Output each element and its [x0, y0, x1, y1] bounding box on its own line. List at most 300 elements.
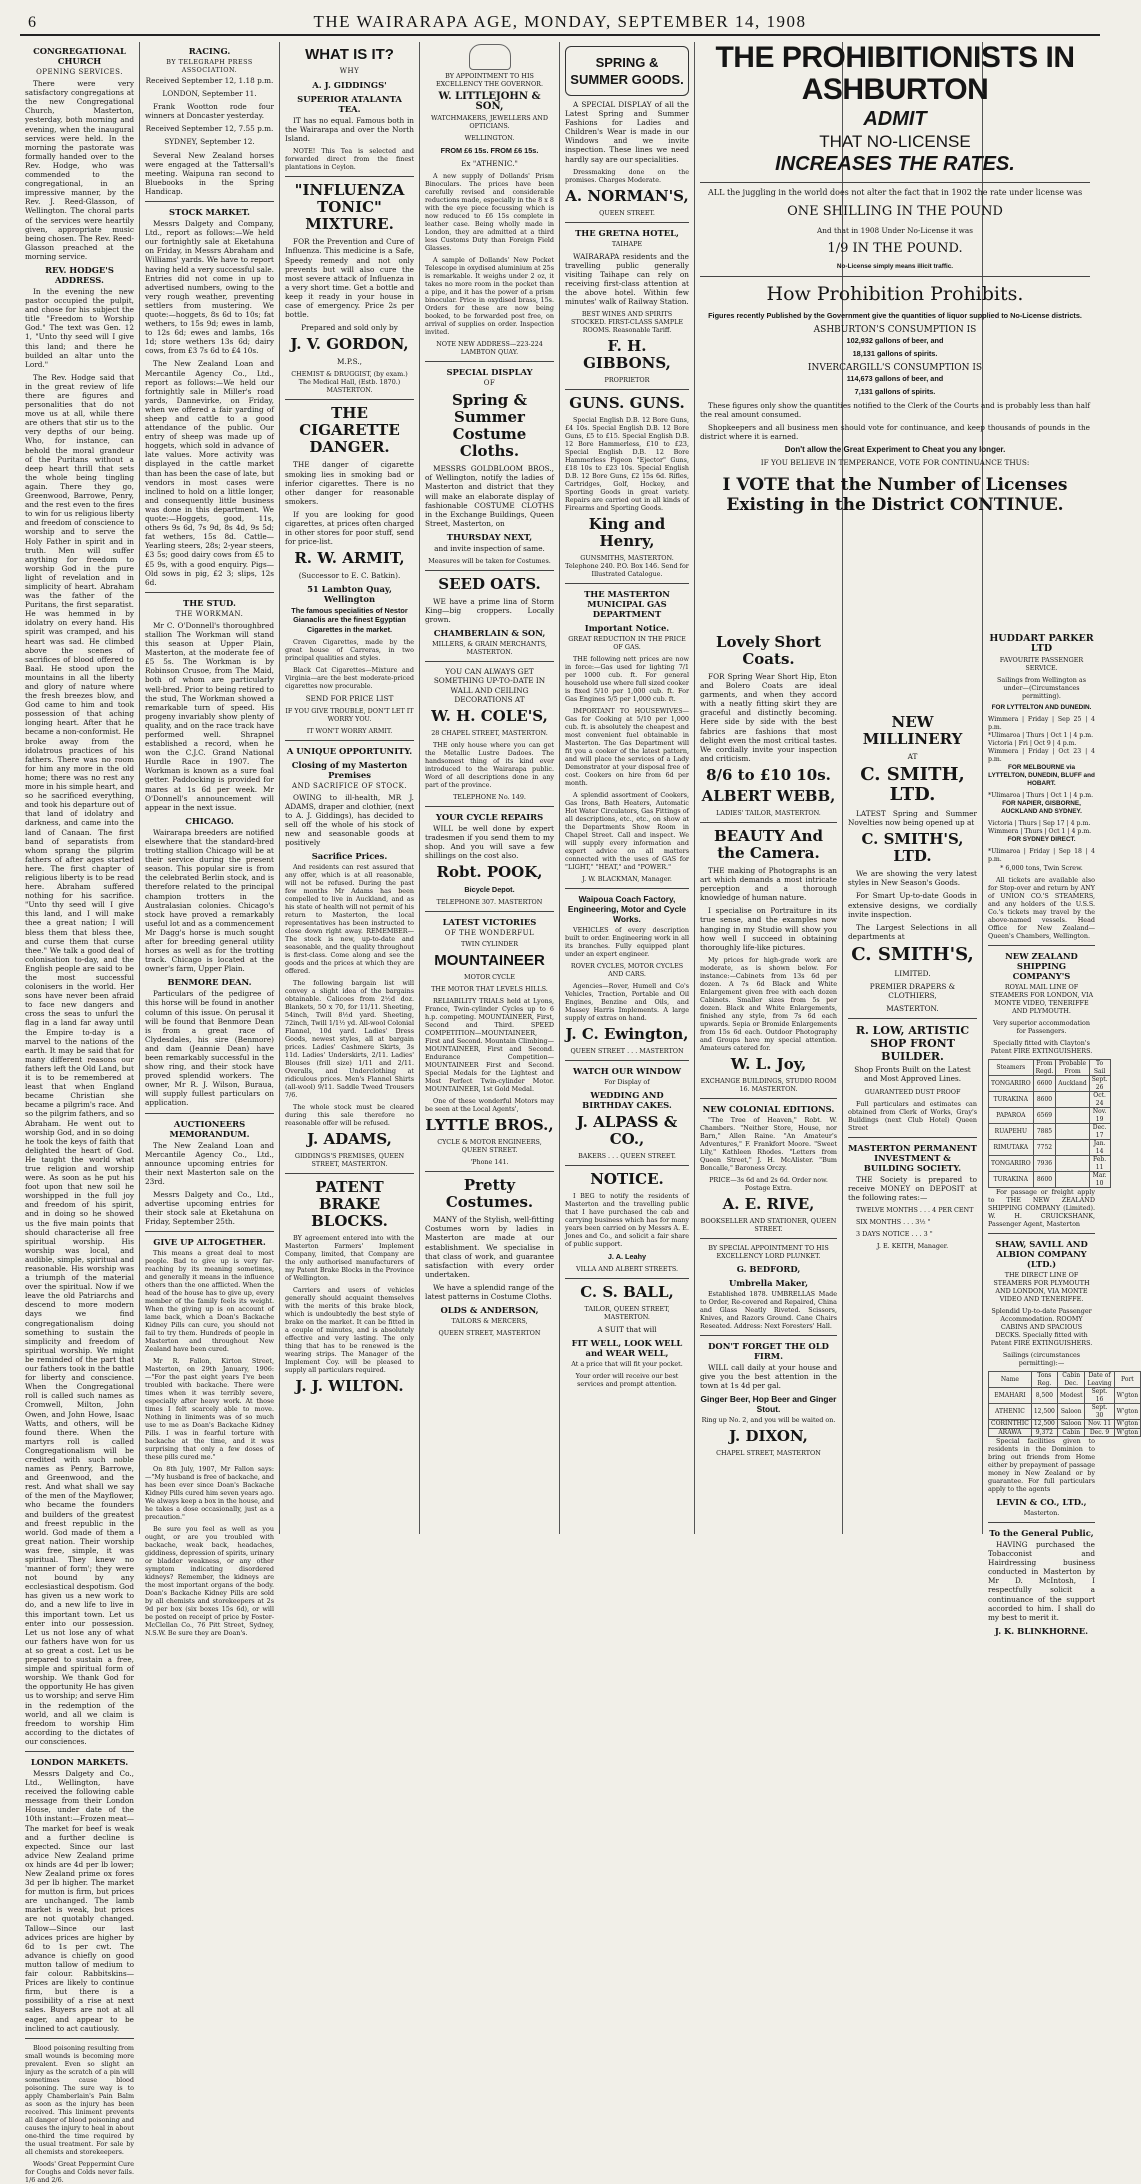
- advert-name: R. LOW, ARTISTIC SHOP FRONT BUILDER.: [855, 1024, 970, 1064]
- advert-paragraph: NOTE! This Tea is selected and forwarded direct from the finest plantations in Ceylon.: [285, 147, 414, 172]
- advert-subheadline: THURSDAY NEXT,: [446, 531, 533, 542]
- advert-subheadline: OF THE WONDERFUL: [444, 929, 535, 938]
- advert-text: FROM £6 15s. FROM £6 15s.: [440, 146, 539, 155]
- advert-address: Masterton.: [1023, 1509, 1060, 1517]
- advert-name: LEVIN & CO., LTD.,: [996, 1497, 1087, 1507]
- advert-text: No-License simply means illicit traffic.: [836, 263, 954, 271]
- advert-subheadline: AND SACRIFICE OF STOCK.: [292, 781, 407, 790]
- advert-address: TAILOR, QUEEN STREET, MASTERTON.: [584, 1305, 670, 1322]
- advert-subheadline: FIT WELL, LOOK WELL and WEAR WELL,: [571, 1338, 683, 1359]
- advert-text: ROVER CYCLES, MOTOR CYCLES AND CARS.: [570, 962, 684, 979]
- advert-headline: THE CIGARETTE DANGER.: [299, 404, 400, 457]
- advert-name: J. J. WILTON.: [295, 1377, 404, 1396]
- advert-text: PRICE—3s 6d and 2s 6d. Order now. Postage Extra.: [709, 1175, 828, 1192]
- advert-address: BAKERS . . . QUEEN STREET.: [578, 1152, 676, 1161]
- advert-text: Specially fitted with Clayton's Patent FIRE EXTINGUISHERS.: [990, 1039, 1093, 1055]
- route-heading: FOR NAPIER, GISBORNE, AUCKLAND AND SYDNEY.: [1001, 800, 1082, 815]
- advert-paragraph: A SPECIAL DISPLAY of all the Latest Spring and Summer Fashions for Ladies and Children's Wear is made in our Windows and we invite inspection. These lines we need hardly say are our specialities.: [565, 100, 689, 164]
- advert-name: F. H. GIBBONS,: [583, 337, 671, 373]
- column-1: [20, 42, 139, 2184]
- advert-headline: I VOTE that the Number of Licenses Existing in the District CONTINUE.: [722, 475, 1068, 516]
- advert-headline: THE GRETNA HOTEL,: [575, 227, 679, 238]
- advert-headline: WATCH OUR WINDOW: [572, 1066, 682, 1077]
- advert-paragraph: Shopkeepers and all business men should vote for continuance, and keep thousands of pounds in the district where it is earned.: [700, 422, 1090, 441]
- advert-name: OLDS & ANDERSON,: [440, 1305, 539, 1316]
- advert-name: J. C. Ewington,: [565, 1025, 689, 1044]
- advert-text: LIMITED.: [894, 968, 931, 978]
- advert-name: LYTTLE BROS.,: [425, 1116, 554, 1135]
- advert-paragraph: Full particulars and estimates can obtained from Clerk of Works, Gray's Buildings (next Club Hotel) Queen Street: [848, 1099, 977, 1132]
- advert-text: IT WON'T WORRY ARMIT.: [306, 726, 393, 735]
- column-4: [420, 42, 559, 1534]
- advert-headline: SPRING & SUMMER GOODS.: [570, 55, 684, 87]
- advert-paragraph: For Smart Up-to-date Goods in extensive designs, we cordially invite inspection.: [848, 891, 977, 919]
- advert-paragraph: Established 1878. UMBRELLAS Made to Order, Re-covered and Repaired, China and Glass Neatly Riveted. Scissors, Knives, and Razors Ground. Cane Chairs Reseated. Address: Next Foresters' Hall.: [700, 1289, 837, 1330]
- advert-text: IF YOU BELIEVE IN TEMPERANCE, VOTE FOR CONTINUANCE THUS:: [760, 458, 1030, 468]
- sailing-row: [988, 820, 1095, 828]
- advert-text: (Successor to E. C. Batkin).: [298, 571, 401, 581]
- advert-text: And that in 1908 Under No-License it was: [817, 226, 973, 235]
- advert-name: King and Henry,: [588, 515, 666, 551]
- advert-text: Your order will receive our best services and prompt attention.: [575, 1372, 679, 1389]
- article-headline: CONGREGATIONAL CHURCH: [33, 46, 126, 66]
- advert-paragraph: My prices for high-grade work are moderate, as is shown below. For instance:—Cabinets from 13s 6d per dozen. A 7s 6d Black and White Enlargement given free with each dozen Cabinets. Smaller sizes from 5s per dozen. Black and White Enlargements, finished any style, from 7s 6d each upwards. Sepia or Bromide Enlargements from 15s 6d each. Outdoor Photography and Groups have my special attention. Amateurs catered for.: [700, 955, 837, 1052]
- advert-paragraph: All tickets are available also for Stop-over and return by ANY of UNION CO.'S STEAMERS, and any holders of the U.S.S. Co.'s tickets may travel by the above-named vessels. Head Office for New Zealand—Queen's Chambers, Wellington.: [988, 876, 1095, 940]
- table-header: Cabin Dec.: [1057, 1372, 1085, 1388]
- sailing-table: [988, 1371, 1141, 1437]
- advert-address: TELEPHONE 307. MASTERTON: [436, 898, 543, 907]
- advert-paragraph: On 8th July, 1907, Mr Fallon says:—"My husband is free of backache, and has been ever since Doan's Backache Kidney Pills cured him seven years ago. We always keep a box in the house, and he takes a dose occasionally, just as a precaution.": [145, 1465, 274, 1522]
- advert-text: Ring up No. 2, and you will be waited on.: [701, 1416, 836, 1425]
- advert-text: TELEPHONE No. 149.: [453, 792, 526, 801]
- advert-address: 51 Lambton Quay, Wellington: [307, 584, 392, 605]
- advert-paragraph: Be sure you feel as well as you ought, or are you troubled with backache, weak back, headaches, giddiness, depression of spirits, urinary or bladder weakness, or any other symptom indicating disordered kidneys? Remember, the kidneys are the most important organs of the body. Doan's Backache Kidney Pills are sold by all chemists and storekeepers at 2s 9d per box (six boxes 15s 6d), or will be posted on receipt of price by Foster-McClellan Co., 76 Pitt Street, Sydney, N.S.W. Be sure they are Doan's.: [145, 1525, 274, 1638]
- advert-paragraph: Agencies—Rover, Humell and Co's Vehicles, Traction, Portable and Oil Engines, Benzine and Oils, and Massey Harris Implements. A large supply of extras on hand.: [565, 982, 689, 1023]
- advert-name: NEW ZEALAND SHIPPING COMPANY'S: [1005, 951, 1078, 981]
- table-row: RIMUTAKA 7752 Jan. 14: [989, 1140, 1111, 1156]
- sailing-entry: *Ulimaroa | Friday | Sep 18 | 4 p.m.: [988, 848, 1095, 863]
- table-row: ARAWA 9,372 Cabin Dec. 9 W'gton: [989, 1428, 1141, 1437]
- advert-name: A. E. RIVE,: [722, 1194, 815, 1213]
- article-paragraph: Frank Wootton rode four winners at Doncaster yesterday.: [145, 102, 274, 121]
- advert-text: GUARANTEED DUST PROOF: [864, 1087, 961, 1096]
- advert-banner: [565, 46, 689, 96]
- advert-highlight: ONE SHILLING IN THE POUND: [787, 204, 1003, 219]
- advert-text: SEND FOR PRICE LIST: [305, 693, 394, 703]
- page-number: 6: [28, 14, 36, 31]
- advert-paragraph: VEHICLES of every description built to order. Engineering work in all its branches. Fully equipped plant under an expert engineer.: [565, 926, 689, 959]
- notice-paragraph: THE following nett prices are now in force:—Gas used for lighting 7/1 per 1000 cub. ft. For general household use where full sized cooker is fixed 5/10 per 1,000 cub. ft. For Gas Engines 5/5 per 1,000 cub. ft.: [565, 655, 689, 704]
- advert-headline: A UNIQUE OPPORTUNITY.: [286, 745, 413, 756]
- advert-text: 114,673 gallons of beer, and: [846, 374, 944, 384]
- article-subheadline: REV. HODGE'S ADDRESS.: [45, 264, 114, 285]
- advert-rate: TWELVE MONTHS . . . 4 PER CENT: [856, 1205, 974, 1214]
- advert-headline: YOUR CYCLE REPAIRS: [435, 811, 544, 822]
- advert-rate: 3 DAYS NOTICE . . . 3 ": [856, 1229, 933, 1238]
- table-row: EMAHARI 8,500 Modest Sept. 16 W'gton: [989, 1388, 1141, 1404]
- table-row: ATHENIC 12,500 Saloon Sept. 30 W'gton: [989, 1404, 1141, 1420]
- advert-paragraph: WILL be well done by expert tradesmen if you send them to my shop. And you will save a few shillings on the cost also.: [425, 823, 554, 860]
- table-header: Tons Reg.: [1031, 1372, 1057, 1388]
- advert-paragraph: Special English D.B. 12 Bore Guns, £4 10s. Special English D.B. 12 Bore Guns, £5 to £15. Special English D.B. 12 Bore Hammerless, £10 to £23, Special English D.B. 12 Bore Hammerless Pigeon "Ejector" Guns, £18 10s to £23 10s. Special English D.B. 12 Bore Guns, £2 15s 6d. Rifles, Cartridges, Golf, Hockey, and Sporting Goods in great variety. Repairs are carried out in all kinds of Firearms and Sporting Goods.: [565, 416, 689, 513]
- advert-paragraph: These figures only show the quantities notified to the Clerk of the Courts and is probably less than half the real amount consumed.: [700, 400, 1091, 419]
- advert-headline: NEW MILLINERY: [862, 713, 963, 748]
- table-row: TONGARIRO 7936 Feb. 11: [989, 1156, 1111, 1172]
- notice-headline: THE MASTERTON MUNICIPAL GAS DEPARTMENT: [584, 589, 670, 620]
- advert-text: 'Phone 141.: [470, 1158, 509, 1167]
- column-2: [140, 42, 279, 1638]
- article-subheadline: OPENING SERVICES.: [36, 68, 123, 76]
- advert-paragraph: WAIRARAPA residents and the travelling public generally visiting Taihape can rely on receiving first-class attention at the above hotel. Within few minutes' walk of Railway Station.: [565, 251, 689, 307]
- advert-address: GIDDINGS'S PREMISES, QUEEN STREET, MASTERTON.: [294, 1152, 405, 1169]
- article-subheadline: CHICAGO.: [185, 815, 234, 826]
- sailing-row: [988, 848, 1095, 864]
- advert-name: W. L. Joy,: [730, 1054, 807, 1073]
- table-row: CORINTHIC 12,500 Saloon Nov. 11 W'gton: [989, 1420, 1141, 1429]
- advert-paragraph: FOR the Prevention and Cure of Influenza. This medicine is a Safe, Speedy remedy and not only prevents but will also cure the most severe attack of Influenza in a very short time. Get a bottle and keep it ready in your house in case of emergency. Price 2s per bottle.: [285, 237, 414, 320]
- table-header: To Sail: [1089, 1060, 1110, 1076]
- advert-name: J. V. GORDON,: [290, 335, 409, 354]
- article-paragraph: The New Zealand Loan and Mercantile Agency Co., Ltd., announce upcoming entries for their next Masterton sale on the 23rd.: [145, 1140, 274, 1186]
- advert-text: THE DIRECT LINE OF STEAMERS FOR PLYMOUTH AND LONDON, VIA MONTE VIDEO AND TENERIFFE.: [993, 1271, 1090, 1303]
- advert-text: WHY: [339, 67, 360, 75]
- advert-paragraph: FOR Spring Wear Short Hip, Eton and Bolero Coats are ideal garments, and when they accord with a neatly fitting skirt they are graceful and distinctly becoming. Here side by side with the best fabrics are fashions that most delight even the most critical tastes. We cordially invite your inspection and criticism.: [700, 672, 837, 763]
- advert-text: PREMIER DRAPERS & CLOTHIERS,: [869, 982, 956, 1001]
- advert-paragraph: Special facilities given to residents in the Dominion to bring out friends from Home either by prepayment of passage money in New Zealand or by guarantee. For full particulars apply to the agents: [988, 1437, 1095, 1493]
- advert-name: J. DIXON,: [729, 1427, 808, 1446]
- article-byline: BY TELEGRAPH PRESS ASSOCIATION.: [166, 58, 253, 74]
- advert-name: SHAW, SAVILL AND ALBION COMPANY (LTD.): [995, 1239, 1088, 1269]
- advert-text: Very superior accommodation for Passengers.: [992, 1019, 1091, 1035]
- advert-text: * 6,000 tons, Twin Screw.: [1000, 864, 1083, 872]
- route-heading: FOR MELBOURNE via LYTTELTON, DUNEDIN, BLUFF and HOBART.: [988, 764, 1095, 787]
- route-heading: FOR SYDNEY DIRECT.: [1007, 836, 1076, 843]
- advert-text: and invite inspection of same.: [434, 543, 545, 553]
- table-header: Port: [1114, 1372, 1141, 1388]
- advert-name: ALBERT WEBB,: [701, 786, 836, 805]
- dateline: LONDON, September 11.: [162, 89, 257, 99]
- notice-address: VILLA AND ALBERT STREETS.: [575, 1265, 679, 1274]
- advert-text: 18,131 gallons of spirits.: [852, 349, 938, 359]
- advert-paragraph: "The Tree of Heaven," Robt. W. Chambers. "Neither Store, House, nor Barn," Allen Raine. "An Amateur's Adventures," F. Frankfort Moore. "Sweet Lily," Kathleen Rhodes. "Letters from Queen Street," J. H. McAlister. "Bum Boncalle," Baroness Orczy.: [700, 1115, 837, 1172]
- sailing-entry: Victoria | Thurs | Sep 17 | 4 p.m.: [988, 820, 1091, 827]
- sailing-row: [988, 732, 1095, 740]
- advert-name: J. ADAMS,: [307, 1130, 392, 1149]
- advert-address: CYCLE & MOTOR ENGINEERS, QUEEN STREET.: [437, 1138, 542, 1155]
- notice-headline: To the General Public,: [989, 1528, 1094, 1538]
- article-paragraph: The Rev. Hodge said that in the great review of life there are figures and personalities that do not move us at all, while there are others that stir us to the very depths of our being. Who, for instance, can behold the moral grandeur of the Puritans without a deep heart thrill that sets the whole being tingling again. There they go, Greenwood, Barrowe, Penry, and the rest even to the fires to win for us religious liberty and freedom of conscience to worship and to serve the Holy Father in spirit and in truth. Men will suffer anything for freedom to worship God in the pure light of revelation and in simplicity of heart. Abraham was the father of the Puritans, the first separatist. He was hemmed in by idolatry on every hand. His spirit was cramped, and his heart was sad. He climbed above the scenes of sacrifices of blood offered to Baal. He stood upon the mountains in all the liberty and glory of nature where the fresh breezes blow, and God came to him and took possession of that aching longing heart. After that he became a non-conformist. He broke away from the idolatrous practices of his fathers. There was no room for him any more in the old home; there was no rest any more in his simple heart, and so he sacrificed everything, and took his departure out of that land of idolatry and darkness, and came into the land of Canaan. The first band of separatists from whom sprang the pilgrim fathers of after ages started here. The first chapter of religious liberty is to be read here. Abraham suffered nothing for his sacrifice. "Unto thy seed will I give this land, and I will make thee a great nation; I will bless them that bless thee, and curse them that curse thee." We talk a good deal of colonisation to-day, and the English people are said to be the most successful colonisers in the world. Her sons have never been afraid to face new dangers and cross the seas to unfurl the flag in a land far away until the Empire to-day is a marvel to the nations of the earth. It may be said that for many different reasons our fathers left the Old Land, but it is to be remembered at least that when England became Christian she became a pilgrim's race. And so the pilgrim fathers, and so Abraham. He went out to worship God, and in so doing he took the keys of faith that delighted the heart of God. He taught the world what true religion and worship were. As soon as he put his foot upon that new soil he worshipped in the full joy and freedom of his spirit, and in doing so he showed us the five main points that should characterise all free spiritual worship. His worship was local, and audible, simple, spiritual and reasonable. His worship was a triumph of the material over the spiritual. Now if we leave the old Patriarchs and descend to more modern days we find congregationalism doing something to sustain the simplicity and freedom of spiritual worship. We might be reminded of the part that our fathers took in the battle for liberty and conscience. When the Congregational roll is called such names as Cromwell, Milton, John Owen, and John Howe, Isaac Watts, and others, will be found there. When the martyrs roll is called Congregationalism will be credited with such noble names as Penry, Barrowe, and Greenwood, and the rest. And what shall we say of the men of the Mayflower, who became the founders and builders of the greatest and freest republic in the world. God made of them a great nation. Their worship was free, simple, it was spiritual. They knew no 'manner of form'; they were not bound by any ecclesiastical despotism. God has given us a new work to do, and a new life to live in this important town. Let us enter into our possession. Let us not lose any of what our fathers have won for us at so great a cost. Let us be prepared to sustain a free, simple and spiritual form of worship. We thank God for the opportunity He has given us to worship; and serve Him in the redemption of the world, and all we claim is freedom to worship Him according to the dictates of our consciences.: [25, 372, 134, 1746]
- article-subheadline: BENMORE DEAN.: [167, 977, 252, 988]
- advert-address: 28 CHAPEL STREET, MASTERTON.: [431, 728, 548, 737]
- advert-name: Robt. POOK,: [436, 863, 543, 882]
- notice-subheadline: Important Notice.: [584, 623, 670, 634]
- advert-address: QUEEN STREET . . . MASTERTON: [570, 1047, 684, 1056]
- advert-address: NOTE NEW ADDRESS—223-224 LAMBTON QUAY.: [436, 340, 543, 357]
- advert-address: CHAPEL STREET, MASTERTON: [716, 1449, 821, 1458]
- advert-text: BY APPOINTMENT TO HIS EXCELLENCY THE GOVERNOR.: [435, 72, 544, 88]
- article-paragraph: Wairarapa breeders are notified elsewhere that the standard-bred trotting stallion Chicago will be at their service during the present season. This popular sire is from the celebrated Berlin stock, and is therefore related to the principal champion trotters in the Australasian colonies. Chicago's stock have proved a remarkably useful lot and as a commencement Mr Dagg's horse is much sought after for breeding general utility horses as well as for the trotting track. Chicago is located at the owner's farm, Upper Plain.: [145, 827, 274, 974]
- advert-name: W. H. COLE'S,: [431, 706, 548, 725]
- masthead: [20, 12, 1100, 36]
- advert-paragraph: THE danger of cigarette smoking lies in smoking bad or inferior cigarettes. There is no other danger for reasonable smokers.: [285, 460, 414, 506]
- advert-text: Splendid Up-to-date Passenger Accommodation. ROOMY CABINS AND SPACIOUS DECKS. Specially fitted with Patent FIRE EXTINGUISHERS.: [990, 1307, 1093, 1347]
- article-headline: AUCTIONEERS MEMORANDUM.: [169, 1118, 250, 1139]
- advert-text: 7,131 gallons of spirits.: [854, 387, 936, 397]
- advert-paragraph: One of these wonderful Motors may be seen at the Local Agents',: [425, 1097, 554, 1114]
- advert-subheadline: WEDDING AND BIRTHDAY CAKES.: [582, 1090, 672, 1111]
- advert-headline: GIVE UP ALTOGETHER.: [153, 1237, 266, 1248]
- article-headline: STOCK MARKET.: [169, 207, 250, 218]
- advert-paragraph: The Largest Selections in all departments at: [848, 922, 977, 941]
- article-headline: LONDON MARKETS.: [30, 1756, 129, 1767]
- article-paragraph: Particulars of the pedigree of this horse will be found in another column of this issue. On perusal it will be found that Benmore Dean is from a great race of Clydesdales, his sire (Benmore) and dam (Jeannie Dean) have been remarkably successful in the show ring, and their stock have proved splendid workers. The owner, Mr R. J. Wilson, Buraua, will supply fullest particulars on application.: [145, 989, 274, 1108]
- advert-headline: PATENT BRAKE BLOCKS.: [311, 1178, 388, 1231]
- advert-text: Prepared and sold only by: [301, 323, 398, 333]
- advert-text: Sailings (circumstances permitting):—: [1002, 1351, 1081, 1367]
- sailing-entry: Wimmera | Friday | Sep 25 | 4 p.m.: [988, 716, 1095, 731]
- advert-address: MILLERS, & GRAIN MERCHANTS, MASTERTON.: [432, 640, 547, 657]
- advert-paragraph: THE making of Photographs is an art which demands a most intricate perception and a thorough knowledge of human nature.: [700, 865, 837, 903]
- dateline: Received September 12, 7.55 p.m.: [145, 124, 274, 134]
- advert-text: TAILORS & MERCERS,: [451, 1317, 528, 1326]
- article-headline: THE STUD.: [183, 597, 236, 608]
- newspaper-title: THE WAIRARAPA AGE, MONDAY, SEPTEMBER 14, 1908: [313, 12, 807, 31]
- advert-paragraph: This means a great deal to most people. Bad to give up is very far-reaching by its meaning sometimes, and generally it means in the influence others than the one afflicted. When the head of the house has to give up, every member of the family feels its weight. When the giving up is on account of lame back, which a Doan's Backache Kidney Pills can cure, you should not fail to try them. Hundreds of people in Masterton and throughout New Zealand have been cured.: [145, 1249, 274, 1354]
- table-header: From Regd.: [1033, 1060, 1056, 1076]
- advert-paragraph: THE only house where you can get the Metallic Lustre Dadoes. The handsomest thing of its kind ever introduced to the Wairarapa public. Word of all descriptions done in any part of the province.: [425, 740, 554, 789]
- advert-name: R. W. ARMIT,: [294, 549, 405, 568]
- advert-paragraph: IT has no equal. Famous both in the Wairarapa and over the North Island.: [285, 116, 414, 144]
- advert-subheadline: ASHBURTON'S CONSUMPTION IS: [813, 325, 977, 336]
- advert-name: A. J. GIDDINGS': [312, 80, 387, 91]
- advert-paragraph: WE have a prime lina of Storm King—big croppers. Locally grown.: [425, 597, 554, 625]
- advert-text: For Display of: [604, 1078, 650, 1087]
- advert-signature: J. E. KEITH, Manager.: [876, 1241, 949, 1250]
- article-paragraph: Messrs Dalgety and Co., Ltd., advertise upcoming entries for their stock sale at Eketahuna on Friday, September 25th.: [145, 1190, 274, 1227]
- advert-paragraph: THE Society is prepared to receive MONEY on DEPOSIT at the following rates:—: [848, 1174, 977, 1202]
- advert-paragraph: We have a splendid range of the latest patterns in Costume Cloths.: [425, 1282, 554, 1301]
- advert-headline: Pretty Costumes.: [445, 1176, 534, 1212]
- advert-text: TWIN CYLINDER: [460, 940, 519, 949]
- column-5: [560, 42, 694, 1534]
- advert-headline: THE PROHIBITIONISTS IN ASHBURTON: [715, 41, 1075, 106]
- advert-paragraph: Black Cat Cigarettes—Mixture and Virginia—are the best moderate-priced cigarettes now procurable.: [285, 665, 414, 690]
- advert-paragraph: BY agreement entered into with the Masterton Farmers' Implement Company, limited, that Company are the only authorised manufacturers of my Patent Brake Blocks in the Province of Wellington.: [285, 1234, 414, 1283]
- advert-text: PROPRIETOR: [604, 376, 650, 385]
- article-paragraph: Several New Zealand horses were engaged at the Tattersall's meeting. Waipuna ran second to Bluebooks in the Spring Handicap.: [145, 150, 274, 196]
- sailing-entry: Victoria | Fri | Oct 9 | 4 p.m.: [988, 740, 1077, 747]
- advert-text: WATCHMAKERS, JEWELLERS AND OPTICIANS.: [430, 114, 549, 130]
- royal-crest-icon: [469, 44, 511, 70]
- sailing-row: [988, 740, 1095, 748]
- advert-text: AT: [907, 752, 918, 761]
- advert-text: Figures recently Published by the Government give the quantities of liquor supplied to No-License districts.: [708, 311, 1082, 321]
- advert-headline: DON'T FORGET THE OLD FIRM.: [708, 1340, 829, 1361]
- advert-text: Don't allow the Great Experiment to Cheat you any longer.: [784, 444, 1006, 454]
- advert-text: M.P.S.,: [337, 357, 362, 367]
- advert-paragraph: The whole stock must be cleared during this sale therefore no reasonable offer will be refused.: [285, 1103, 414, 1128]
- sailing-entry: Wimmera | Thurs | Oct 1 | 4 p.m.: [988, 828, 1092, 835]
- advert-name: A. NORMAN'S,: [565, 186, 689, 205]
- advert-paragraph: And residents can rest assured that any offer, which is at all reasonable, will not be refused. During the past few months Mr Adams has been compelled to live in Auckland, and as his state of health will not permit of his return to Masterton, the local representatives has been instructed to close down right away. REMEMBER—The stock is new, up-to-date and seasonable, and the quality throughout is first-class. Come along and see the goods and the prices at which they are offered.: [285, 863, 414, 976]
- advert-subheadline: Closing of my Masterton Premises: [291, 759, 408, 780]
- article-headline: RACING.: [188, 46, 231, 56]
- advert-paragraph: I specialise on Portraiture in its true sense, and the examples now hanging in my Studio will show you how well I succeed in obtaining thoroughly life-like pictures.: [700, 906, 837, 952]
- advert-text: ROYAL MAIL LINE OF STEAMERS FOR LONDON, VIA MONTE VIDEO, TENERIFFE AND PLYMOUTH.: [989, 983, 1094, 1015]
- table-row: RUAPEHU 7885 Dec. 17: [989, 1124, 1111, 1140]
- article-paragraph: Messrs Dalgety and Company, Ltd., report as follows:—We held our fortnightly sale at Eketahuna on Friday, in Messrs Abraham and Williams' yards. We have to report having held a very successful sale. Entries did not come in up to advertised numbers, owing to the very rough weather, preventing settlers from mustering. We quote:—hoggets, 8s 6d to 10s; fat wethers, to 15s 9d; ewes in lamb, to 12s 6d; ewes and lambs, 16s 1d; store wethers 13s 6d; dairy cows, from £3 7s 6d to £4 10s.: [145, 219, 274, 356]
- advert-headline: NEW COLONIAL EDITIONS.: [702, 1103, 835, 1114]
- article-paragraph: There were very satisfactory congregations at the new Congregational Church, Masterton, yesterday, both morning and evening, when the inaugural services were held. In the morning the pastorate was formally handed over to the Rev. Hodge, who was commended to the congregational, in an impressive manner, by the Rev. J. Reed-Glasson, of Wellington. The choral parts of the services were heartily given, appropriate music being chosen. The Rev. Reed-Glasson preached at the morning service.: [25, 79, 134, 261]
- article-paragraph: Messrs Dalgety and Co., Ltd., Wellington, have received the following cable message from their London House, under date of the 10th instant:—Frozen meat—The market for beef is weak and a further decline is expected. Since our last advice New Zealand prime ox hinds are 4d per lb lower; New Zealand prime ox fores 3d per lb higher. The market for mutton is firm, but prices are unchanged. The lamb market is weak, but prices are not quotably changed. Tallow—Since our last advices prices are higher by 6d to 1s per cwt. The advance is chiefly on good mutton tallow of medium to fair colour. Rabbitskins—Prices are likely to continue firm, but there is a possibility of a rise at next sales. Buyers are not at all eager, and appear to be inclined to act cautiously.: [25, 1768, 134, 2033]
- advert-name: MOUNTAINEER: [434, 952, 545, 970]
- advert-paragraph: If you are looking for good cigarettes, at prices often charged in other stores for poor stuff, send for price-list.: [285, 509, 414, 547]
- route-heading: FOR LYTTELTON AND DUNEDIN.: [991, 704, 1092, 711]
- advert-name: W. LITTLEJOHN & SON,: [438, 91, 541, 112]
- column-3: [280, 42, 419, 1534]
- article-paragraph: The New Zealand Loan and Mercantile Agency Co., Ltd., report as follows:—We held our fortnightly sale in Miller's road yards, Dannevirke, on Friday, when we offered a fair yarding of sheep and cattle to a good attendance of the public. Our entry of sheep was made up of hoggets, which sold in advance of late values. More activity was displayed in the cattle market than has been the case of late, but vendors in most cases were inclined to hold on a little longer, and consequently little business was done in this department. We quote:—Hoggets, good, 11s, others 9s 6d, 7s 9d, 8s 4d, 9s 5d; fat wethers, 15s 8d. Cattle—Yearling steers, 28s; 2-year steers, £3 5s; good dairy cows from £5 to £5 9s, with a good enquiry. Pigs—Old sows in pig, £2 3; slips, 12s 6d.: [145, 359, 274, 587]
- advert-text: YOU CAN ALWAYS GET SOMETHING UP-TO-DATE IN WALL AND CEILING DECORATIONS AT: [433, 667, 546, 704]
- advert-address: EXCHANGE BUILDINGS, STUDIO ROOM 16. MASTERTON.: [700, 1076, 837, 1093]
- table-row: TURAKINA 8600 Mar. 10: [989, 1172, 1111, 1188]
- advert-paragraph: MANY of the Stylish, well-fitting Costumes worn by ladies in Masterton are made at our establishment. We specialise in that class of work, and guarantee satisfaction with every order undertaken.: [425, 1215, 554, 1279]
- table-header: Steamers: [989, 1060, 1034, 1076]
- advert-name: CHAMBERLAIN & SON,: [433, 628, 546, 639]
- sailing-row: [988, 748, 1095, 764]
- advert-paragraph: The following bargain list will convey a slight idea of the bargains obtainable. Calicoes from 2½d doz. Blankets, 50 x 70, for 11/11. Sheeting, 54inch, Twill 8½d yard. Sheeting, 72inch, Twill 1/1½ yd. All-wool Colonial Flannel, 10d yard. Ladies' Dress Goods, newest styles, all at bargain prices. Ladies' Cashmere Skirts, 3s 11d. Ladies' Underskirts, 2/11. Ladies' Blouses (frill size) 1/11 and 2/11. Overalls, and Underclothing at ridiculous prices. Men's Flannel Shirts (all-wool) 9/11. Saddle Tweed Trousers 7/6.: [285, 979, 414, 1100]
- advert-headline: Spring & Summer Costume Cloths.: [451, 391, 528, 461]
- article-subheadline: THE WORKMAN.: [175, 609, 244, 618]
- advert-text: Measures will be taken for Costumes.: [428, 557, 551, 566]
- column-9: [983, 630, 1139, 1636]
- column-8: [843, 630, 982, 1534]
- advert-headline: LATEST VICTORIES: [442, 917, 537, 928]
- advert-text: TAIHAPE: [611, 239, 643, 248]
- advert-text: FAVOURITE PASSENGER SERVICE.: [999, 656, 1084, 672]
- advert-subheadline: Umbrella Maker,: [728, 1277, 808, 1288]
- advert-text: IF YOU GIVE TROUBLE, DON'T LET IT WORRY YOU.: [285, 706, 414, 723]
- column-7: [695, 630, 842, 1534]
- table-row: PAPAROA 6569 Nov. 19: [989, 1108, 1111, 1124]
- advert-paragraph: Mr R. Fallon, Kirton Street, Masterton, on 29th January, 1906:—"For the past eight years I've been troubled with backache. There were times when it was terribly severe, especially after heavy work. At those times I felt scarcely able to move. Nothing in liniments was of so much use to me as Doan's Backache Kidney Pills. I was in fearful torture with backache at the time, and it was surprising that only a few doses of these pills cured me.": [145, 1357, 274, 1462]
- advert-headline: Lovely Short Coats.: [715, 633, 822, 668]
- advert-text: MOTOR CYCLE: [464, 973, 515, 982]
- article-paragraph: Woods' Great Peppermint Cure for Coughs and Colds never fails. 1/6 and 2/6.: [25, 2159, 134, 2184]
- table-row: TONGARIRO 6600 Auckland Sept. 26: [989, 1076, 1111, 1092]
- notice-paragraph: I BEG to notify the residents of Masterton and the travelling public that I have purchased the cab and carrying business which has for many years been carried on by Messrs A. E. Jones and Co., and solicit a fair share of public support.: [565, 1192, 689, 1249]
- advert-text: BY SPECIAL APPOINTMENT TO HIS EXCELLENCY LORD PLUNKET.: [708, 1243, 829, 1260]
- advert-address: GUNSMITHS, MASTERTON. Telephone 240. P.O. Box 146. Send for Illustrated Catalogue.: [565, 554, 689, 579]
- advert-paragraph: ALL the juggling in the world does not alter the fact that in 1902 the rate under license was: [708, 188, 1083, 197]
- advert-name: J. ALPASS & CO.,: [576, 1113, 678, 1149]
- advert-paragraph: A sample of Dollands' New Pocket Telescope in oxydised aluminium at 25s is remarkable. It weighs under 2 oz, it takes no more room in the pocket than a pipe, and it has the power of a prism binocular. Price in oxydised brass, 15s. Orders for these are now being booked, to be forwarded post free, on arrival of supplies on order. Inspection invited.: [425, 256, 554, 337]
- advert-subheadline: Sacrifice Prices.: [311, 851, 388, 862]
- advert-subheadline: INCREASES THE RATES.: [775, 153, 1015, 175]
- advert-address: LADIES' TAILOR, MASTERTON.: [716, 808, 821, 817]
- advert-headline: "INFLUENZA TONIC" MIXTURE.: [294, 181, 405, 234]
- table-header: Date of Leaving: [1085, 1372, 1114, 1388]
- advert-headline: Waipoua Coach Factory, Engineering, Motor and Cycle Works.: [567, 894, 687, 925]
- advert-subheadline: THAT NO-LICENSE: [819, 132, 971, 151]
- advert-headline: WHAT IS IT?: [305, 46, 394, 63]
- sailing-entry: *Ulimaroa | Thurs | Oct 1 | 4 p.m.: [988, 792, 1094, 799]
- advert-text: 102,932 gallons of beer, and: [846, 336, 944, 346]
- notice-paragraph: A splendid assortment of Cookers, Gas Irons, Bath Heaters, Automatic Hot Water Circulators, Gas Fittings of all descriptions, etc., etc., on show at the Departments Show Room in Chapel Street. Call and inspect. We will supply every information and expert advice on all matters connected with the uses of GAS for "LIGHT," "HEAT," and "POWER.": [565, 791, 689, 872]
- advert-paragraph: A new supply of Dollands' Prism Binoculars. The prices have been carefully revised and considerable reductions made, especially in the 8 x 8 with the eye piece focussing which is now reduced to £6 15s complete in leather case. Being wholly made in London, they are admitted at a third less Customs Duty than Foreign Field Glasses.: [425, 172, 554, 253]
- notice-paragraph: HAVING purchased the Tobacconist and Hairdressing business conducted in Masterton by Mr D. McIntosh, I respectfully solicit a continuance of the support accorded to him. I shall do my best to merit it.: [988, 1540, 1095, 1622]
- table-row: TURAKINA 8600 Oct. 24: [989, 1092, 1111, 1108]
- table-header: Name: [989, 1372, 1032, 1388]
- advert-paragraph: RELIABILITY TRIALS held at Lyons, France, Twin-cylinder Cycles up to 6 h.p. competing. MOUNTAINEER, First, Second and Third. SPEED COMPETITION—MOUNTAINEER, First and Second. Mountain Climbing—MOUNTAINEER, First and Second. Endurance Competition—MOUNTAINEER First and Second. Special Medals for the Lightest and Most Perfect Twin-cylinder Motor. MOUNTAINEER, 1st Gold Medal.: [425, 997, 554, 1094]
- advert-text: Bicycle Depot.: [464, 885, 515, 895]
- sailing-row: [988, 792, 1095, 800]
- article-paragraph: Mr C. O'Donnell's thoroughbred stallion The Workman will stand this season at Upper Plain, Masterton, at the moderate fee of £5 5s. The Workman is by Robinson Crusoe, from The Maid, both of whom are particularly well-bred. Prior to being retired to the stud, The Workman showed a remarkable turn of speed. His progeny invariably show plenty of quality, and on the race track have performed well. Shrapnel established a record, when he won the C.J.C. Grand National Hurdle Race in 1907. The Workman is known as a sure foal getter. Paddocking is provided for mares at 1s 6d per week. Mr O'Donnell's announcement will appear in the next issue.: [145, 620, 274, 812]
- advert-paragraph: We are showing the very latest styles in New Season's Goods.: [848, 869, 977, 888]
- advert-name: C. SMITH'S,: [851, 943, 974, 965]
- advert-headline: SPECIAL DISPLAY: [446, 367, 533, 378]
- table-header: Probable From: [1056, 1060, 1089, 1076]
- sailing-entry: Wimmera | Friday | Oct 23 | 4 p.m.: [988, 748, 1095, 763]
- advert-headline: MASTERTON PERMANENT INVESTMENT & BUILDING SOCIETY.: [848, 1142, 977, 1173]
- advert-paragraph: Craven Cigarettes, made by the great house of Carreras, in two principal qualities and styles.: [285, 637, 414, 662]
- advert-paragraph: LATEST Spring and Summer Novelties now being opened up at: [848, 809, 977, 828]
- advert-address: CHEMIST & DRUGGIST, (by exam.) The Medical Hall, (Estb. 1870.) MASTERTON.: [291, 370, 408, 395]
- advert-text: Sailings from Wellington as under—(Circumstances permitting).: [996, 676, 1087, 700]
- advert-text: Ex "ATHENIC.": [461, 159, 518, 169]
- advert-text: At a price that will fit your pocket.: [571, 1360, 683, 1369]
- advert-address: QUEEN STREET.: [599, 208, 655, 217]
- advert-paragraph: MESSRS GOLDBLOOM BROS., of Wellington, notify the ladies of Masterton and district that they will make an elaborate display of fashionable COSTUME CLOTHS in the Exchange Buildings, Queen Street, Masterton, on: [425, 464, 554, 528]
- advert-headline: How Prohibition Prohibits.: [766, 283, 1024, 306]
- advert-subheadline: INVERCARGILL'S CONSUMPTION IS: [807, 363, 983, 374]
- advert-text: WELLINGTON.: [464, 134, 515, 142]
- advert-headline: GUNS. GUNS.: [569, 394, 685, 413]
- advert-text: THE MOTOR THAT LEVELS HILLS.: [431, 985, 548, 994]
- advert-address: QUEEN STREET, MASTERTON: [438, 1329, 541, 1338]
- advert-subheadline: Ginger Beer, Hop Beer and Ginger Stout.: [700, 1394, 837, 1415]
- advert-address: BOOKSELLER AND STATIONER, QUEEN STREET.: [700, 1216, 837, 1233]
- advert-headline: BEAUTY And the Camera.: [714, 826, 823, 862]
- advert-name: G. BEDFORD,: [736, 1263, 801, 1274]
- notice-signature: J. K. BLINKHORNE.: [994, 1625, 1089, 1636]
- sailing-table: [988, 1059, 1111, 1188]
- advert-highlight: 1/9 IN THE POUND.: [827, 241, 963, 257]
- advert-paragraph: Carriers and users of vehicles generally should acquaint themselves with the merits of this brake block, which is undoubtedly the best style of brake on the market. It can be fitted in a couple of minutes, and is absolutely effective and very lasting. The only thing that has to be renewed is the wearing strips. The Manager of the Implement Coy. will be pleased to supply all particulars required.: [285, 1286, 414, 1375]
- dateline: Received September 12, 1.18 p.m.: [145, 76, 274, 85]
- advert-paragraph: The famous specialities of Nestor Gianaclis are the finest Egyptian Cigarettes in the market.: [291, 606, 408, 634]
- dateline: SYDNEY, September 12.: [164, 137, 255, 147]
- advert-price: 8/6 to £10 10s.: [706, 765, 831, 784]
- advert-address: MASTERTON.: [886, 1004, 939, 1014]
- advert-paragraph: Dressmaking done on the promises. Charges Moderate.: [565, 167, 689, 184]
- sailing-row: [988, 828, 1095, 836]
- advert-paragraph: OWING to ill-health, MR J. ADAMS, draper and clothier, (next to A. J. Giddings), has decided to sell off the whole of his stock of new and seasonable goods at positively: [285, 792, 414, 848]
- advert-subheadline: ADMIT: [863, 108, 927, 130]
- advert-name: C. SMITH'S, LTD.: [861, 830, 964, 866]
- advert-headline: SEED OATS.: [438, 575, 541, 594]
- notice-paragraph: IMPORTANT TO HOUSEWIVES—Gas for Cooking at 5/10 per 1,000 cub. ft. is absolutely the cheapest and most convenient fuel obtainable in Masterton. The Gas Department will fit you a cooker of the latest pattern, and will place the services of a Lady Demonstrator at your disposal free of cost. Cookers on hire from 6d per month.: [565, 707, 689, 788]
- advert-text: A SUIT that will: [597, 1325, 657, 1335]
- notice-headline: NOTICE.: [590, 1170, 664, 1189]
- advert-text: BEST WINES AND SPIRITS STOCKED. FIRST-CLASS SAMPLE ROOMS. Reasonable Tariff.: [570, 310, 684, 335]
- sailing-row: [988, 716, 1095, 732]
- notice-signature: J. W. BLACKMAN, Manager.: [582, 875, 672, 884]
- sailing-entry: *Ulimaroa | Thurs | Oct 1 | 4 p.m.: [988, 732, 1094, 739]
- advert-name: C. S. BALL,: [580, 1283, 674, 1302]
- notice-text: GREAT REDUCTION IN THE PRICE OF GAS.: [568, 635, 686, 652]
- article-paragraph: Blood poisoning resulting from small wounds is becoming more prevalent. Even so slight an injury as the scratch of a pin will sometimes cause blood poisoning. The sure way is to apply Chamberlain's Pain Balm as soon as the injury has been received. This liniment prevents all danger of blood poisoning and causes the injury to heal in about one-third the time required by the usual treatment. For sale by all chemists and storekeepers.: [25, 2043, 134, 2156]
- notice-signature: J. A. Leahy: [607, 1252, 647, 1262]
